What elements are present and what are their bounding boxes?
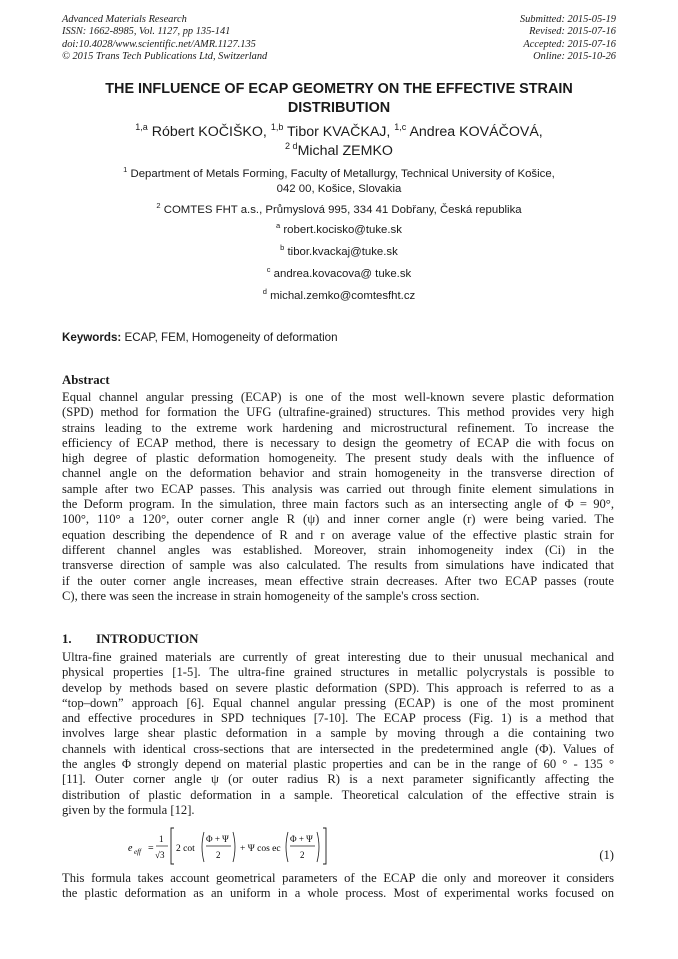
- journal-copyright: © 2015 Trans Tech Publications Ltd, Switzerland: [62, 51, 268, 63]
- journal-issn: ISSN: 1662-8985, Vol. 1127, pp 135-141: [62, 26, 231, 38]
- effective-strain-formula: [128, 826, 348, 868]
- formula-equals: =: [148, 843, 154, 854]
- text-line: and effective procedures in SPD techniques [7-10]. The ECAP process (Fig. 1) is a method that: [62, 711, 614, 726]
- text-line: given by the formula [12].: [62, 802, 195, 817]
- text-line: This formula takes account geometrical parameters of the ECAP die only and moreover it considers: [62, 871, 614, 885]
- date-submitted: Submitted: 2015-05-19: [519, 14, 616, 25]
- affil-text: COMTES FHT a.s., Průmyslová 995, 334 41 Dobřany, Česká republika: [163, 204, 522, 216]
- email-mark: b: [280, 243, 285, 252]
- text-line: (SPD) method for formation the UFG (ultrafine-grained) structures. This method provides very high: [62, 405, 614, 420]
- title-line: DISTRIBUTION: [287, 99, 391, 116]
- text-line: distribution of plastic deformation in a sample. Theoretical calculation of the effective strain is: [62, 787, 614, 802]
- affil-mark: 1: [123, 165, 128, 174]
- text-line: if the outer corner angle increases, mean effective strain decreases. After two ECAP passes (route: [62, 573, 614, 588]
- email-mark: c: [266, 265, 271, 274]
- author-name: Michal ZEMKO: [297, 142, 393, 159]
- text-line: efficiency of ECAP method, there is necessary to design the geometry of ECAP die with focus on: [62, 435, 614, 450]
- journal-doi: doi:10.4028/www.scientific.net/AMR.1127.135: [62, 38, 256, 50]
- email-b: [62, 245, 616, 260]
- affil-mark: 2: [156, 201, 161, 210]
- email-d: [62, 289, 616, 304]
- formula-den: √3: [155, 850, 165, 860]
- email-a: [62, 223, 616, 238]
- formula-frac1-num: Φ + Ψ: [206, 834, 229, 844]
- text-line: strains leading to the extreme work hardening and microstructural refinement. To increase the: [62, 420, 614, 435]
- formula-lhs-sub: eff: [134, 848, 141, 856]
- abstract-heading: Abstract: [62, 373, 110, 387]
- submission-dates: [520, 14, 616, 64]
- email-address: andrea.kovacova@ tuke.sk: [273, 268, 412, 280]
- keywords-text: ECAP, FEM, Homogeneity of deformation: [121, 331, 338, 344]
- author-affil-mark: 1,a: [135, 122, 148, 132]
- abstract-text: [62, 390, 614, 604]
- text-line: sample after two ECAP passes. This analysis was carried out through finite element simulations in: [62, 481, 614, 496]
- text-line: the Deform program. In the simulation, three main factors such as an intersecting angle of Φ = 90°,: [62, 497, 614, 512]
- section-number: 1.: [62, 632, 72, 646]
- email-mark: d: [262, 287, 267, 296]
- affil-text: 042 00, Košice, Slovakia: [276, 183, 402, 195]
- introduction-text-continued: [62, 871, 614, 902]
- text-line: physical properties [1-5]. The ultra-fine grained structures in metallic polycrystals is possible to: [62, 665, 614, 680]
- text-line: high degree of plastic deformation homogeneity. The present study deals with the influence of: [62, 451, 614, 466]
- text-line: 100°, 110° a 120°, outer corner angle R (ψ) and inner corner angle (r) were being varied. The: [62, 512, 614, 527]
- text-line: [11]. Outer corner angle ψ (or outer radius R) is a next parameter significantly affecting the: [62, 772, 614, 787]
- formula-term1: 2 cot: [176, 844, 195, 854]
- date-online: Online: 2015-10-26: [533, 51, 616, 63]
- text-line: involves large shear plastic deformation in a sample by moving through a die containing two: [62, 726, 614, 741]
- section-heading: [62, 632, 198, 647]
- paper-title: [62, 80, 616, 117]
- email-mark: a: [276, 221, 281, 230]
- text-line: channel angle on the deformation behavior and strain homogeneity in the transverse direction of: [62, 466, 614, 481]
- formula-number: (1): [599, 848, 614, 862]
- text-line: “top–down” approach [6]. Equal channel angular pressing (ECAP) is one of the most prominent: [62, 695, 614, 710]
- journal-name: Advanced Materials Research: [62, 14, 187, 25]
- text-line: different channel angles was established. Moreover, strain inhomogeneity index (Ci) in the: [62, 542, 614, 557]
- formula-term2: + Ψ cos ec: [240, 844, 281, 854]
- text-line: develop by methods based on severe plastic deformation (SPD). This approach is referred to as a: [62, 680, 614, 695]
- text-line: channels with identical cross-sections that are intersected in the predetermined angle (Φ). Values of: [62, 741, 614, 756]
- formula-frac2-num: Φ + Ψ: [290, 834, 313, 844]
- email-c: [62, 267, 616, 282]
- author-list: [62, 123, 616, 160]
- author-affil-mark: 2 d: [285, 140, 298, 151]
- formula-num: 1: [159, 834, 164, 844]
- keywords-label: Keywords:: [62, 331, 122, 344]
- text-line: equation describing the dependence of R and r on average value of the effective plastic strain for: [62, 527, 614, 542]
- title-line: THE INFLUENCE OF ECAP GEOMETRY ON THE EFFECTIVE STRAIN: [105, 81, 573, 97]
- introduction-text: [62, 650, 614, 818]
- text-line: C), there was seen the increase in strain homogeneity of the sample's cross section.: [62, 588, 480, 603]
- email-address: tibor.kvackaj@tuke.sk: [287, 246, 398, 258]
- text-line: Ultra-fine grained materials are currently of great interesting due to their unusual mechanical and: [62, 650, 614, 664]
- affil-text: Department of Metals Forming, Faculty of Metallurgy, Technical University of Košice,: [130, 168, 555, 180]
- journal-info: [62, 14, 267, 64]
- date-accepted: Accepted: 2015-07-16: [523, 38, 616, 50]
- formula-frac1-den: 2: [216, 850, 221, 860]
- text-line: the plastic deformation as an uniform in a whole process. Most of experimental works focused on: [62, 886, 614, 901]
- text-line: the angles Φ strongly depend on material plastic properties and can be in the range of 60 ° - 135 °: [62, 757, 614, 772]
- author-name: Andrea KOVÁČOVÁ,: [409, 124, 543, 140]
- affiliation-2: [62, 203, 616, 218]
- email-address: robert.kocisko@tuke.sk: [283, 224, 402, 236]
- text-line: Equal channel angular pressing (ECAP) is one of the most well-known severe plastic deformation: [62, 390, 614, 404]
- formula-lhs: e: [128, 843, 133, 854]
- author-name: Róbert KOČIŠKO,: [151, 124, 267, 140]
- author-affil-mark: 1,b: [270, 122, 284, 132]
- affiliation-1: [62, 167, 616, 197]
- section-title: INTRODUCTION: [96, 632, 199, 646]
- formula-frac2-den: 2: [300, 850, 305, 860]
- keywords: [62, 331, 616, 344]
- author-affil-mark: 1,c: [394, 122, 407, 132]
- date-revised: Revised: 2015-07-16: [529, 26, 616, 38]
- author-name: Tibor KVAČKAJ,: [287, 124, 391, 140]
- text-line: transverse direction of sample was also calculated. The results from simulations have indicated that: [62, 558, 614, 573]
- email-address: michal.zemko@comtesfht.cz: [270, 290, 416, 302]
